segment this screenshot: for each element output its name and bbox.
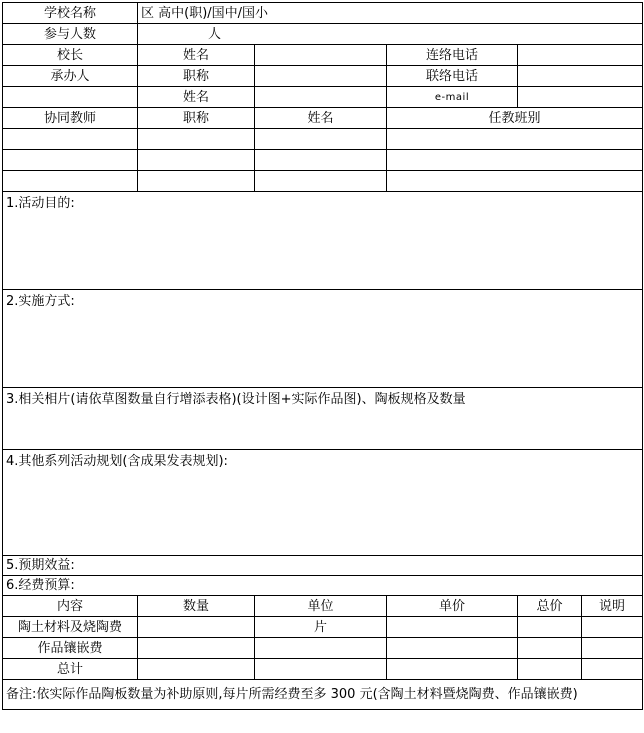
section-method[interactable]: 2.实施方式: xyxy=(3,290,643,388)
co-teacher-title-field[interactable] xyxy=(138,129,255,150)
school-name-label: 学校名称 xyxy=(3,3,138,24)
budget-row-remarks[interactable] xyxy=(582,638,643,659)
contact-label: 承办人 xyxy=(3,66,138,87)
section-photos[interactable]: 3.相关相片(请依草图数量自行增添表格)(设计图+实际作品图)、陶板规格及数量 xyxy=(3,388,643,450)
budget-row-quantity[interactable] xyxy=(138,638,255,659)
contact-name-field[interactable] xyxy=(255,87,387,108)
co-teacher-class-field[interactable] xyxy=(387,129,643,150)
budget-row-quantity[interactable] xyxy=(138,617,255,638)
budget-row-remarks[interactable] xyxy=(582,659,643,680)
budget-header-quantity: 数量 xyxy=(138,596,255,617)
participants-label: 参与人数 xyxy=(3,24,138,45)
co-teacher-name-field[interactable] xyxy=(255,129,387,150)
budget-row-unit[interactable] xyxy=(255,638,387,659)
principal-label: 校长 xyxy=(3,45,138,66)
budget-row-unit[interactable] xyxy=(255,659,387,680)
co-teacher-name-header: 姓名 xyxy=(255,108,387,129)
co-teacher-row-cell[interactable] xyxy=(3,171,138,192)
budget-row-unit-price[interactable] xyxy=(387,617,518,638)
co-teacher-row-cell[interactable] xyxy=(3,129,138,150)
budget-row-unit-price[interactable] xyxy=(387,638,518,659)
budget-row-total-label: 总计 xyxy=(3,659,138,680)
co-teacher-title-header: 职称 xyxy=(138,108,255,129)
budget-row-item: 陶土材料及烧陶费 xyxy=(3,617,138,638)
school-name-field[interactable]: 区 高中(职)/国中/国小 xyxy=(138,3,643,24)
budget-row-total-price[interactable] xyxy=(518,617,582,638)
budget-row-unit-price[interactable] xyxy=(387,659,518,680)
form-table xyxy=(2,2,643,710)
budget-row-remarks[interactable] xyxy=(582,617,643,638)
principal-name-field[interactable] xyxy=(255,45,387,66)
principal-phone-label: 连络电话 xyxy=(387,45,518,66)
contact-email-field[interactable] xyxy=(518,87,643,108)
co-teacher-label: 协同教师 xyxy=(3,108,138,129)
footnote: 备注:依实际作品陶板数量为补助原则,每片所需经费至多 300 元(含陶土材料暨烧陶费、作品镶嵌费) xyxy=(3,680,643,710)
contact-phone-field[interactable] xyxy=(518,66,643,87)
budget-header-total-price: 总价 xyxy=(518,596,582,617)
budget-header-remarks: 说明 xyxy=(582,596,643,617)
budget-row-item: 作品镶嵌费 xyxy=(3,638,138,659)
participants-field[interactable] xyxy=(138,24,643,45)
contact-phone-label: 联络电话 xyxy=(387,66,518,87)
co-teacher-row-cell[interactable] xyxy=(3,150,138,171)
budget-row-total-price[interactable] xyxy=(518,659,582,680)
co-teacher-name-field[interactable] xyxy=(255,171,387,192)
application-form xyxy=(2,2,642,710)
section-budget: 6.经费预算: xyxy=(3,576,643,596)
section-plan[interactable]: 4.其他系列活动规划(含成果发表规划): xyxy=(3,450,643,556)
co-teacher-title-field[interactable] xyxy=(138,150,255,171)
co-teacher-class-header: 任教班别 xyxy=(387,108,643,129)
budget-row-quantity[interactable] xyxy=(138,659,255,680)
co-teacher-name-field[interactable] xyxy=(255,150,387,171)
contact-blank-cell xyxy=(3,87,138,108)
co-teacher-class-field[interactable] xyxy=(387,171,643,192)
principal-phone-field[interactable] xyxy=(518,45,643,66)
participants-unit: 人 xyxy=(208,26,222,42)
contact-title-field[interactable] xyxy=(255,66,387,87)
budget-header-unit: 单位 xyxy=(255,596,387,617)
section-benefits[interactable]: 5.预期效益: xyxy=(3,556,643,576)
budget-row-total-price[interactable] xyxy=(518,638,582,659)
contact-email-label: e-mail xyxy=(387,87,518,108)
contact-name-label: 姓名 xyxy=(138,87,255,108)
budget-row-unit: 片 xyxy=(255,617,387,638)
co-teacher-title-field[interactable] xyxy=(138,171,255,192)
principal-name-label: 姓名 xyxy=(138,45,255,66)
co-teacher-class-field[interactable] xyxy=(387,150,643,171)
section-purpose[interactable]: 1.活动目的: xyxy=(3,192,643,290)
budget-header-unit-price: 单价 xyxy=(387,596,518,617)
contact-title-label: 职称 xyxy=(138,66,255,87)
budget-header-content: 内容 xyxy=(3,596,138,617)
